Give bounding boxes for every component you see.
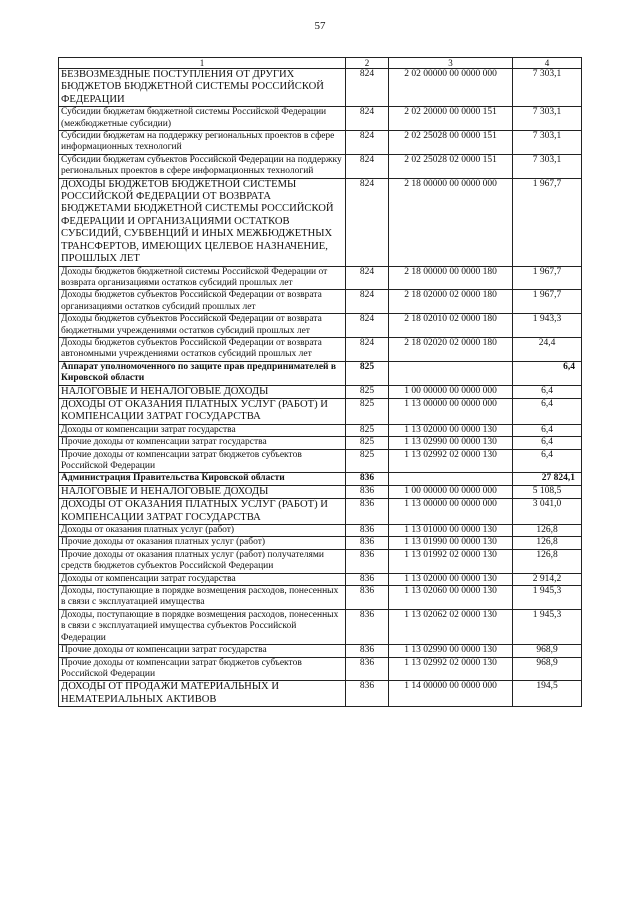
table-row (59, 437, 582, 449)
table-row (59, 681, 582, 707)
row-code-cell: 2 18 00000 00 0000 180 (389, 266, 513, 290)
table-row (59, 385, 582, 398)
row-sum-cell: 1 967,7 (513, 290, 582, 314)
row-sum-cell: 1 967,7 (513, 178, 582, 266)
table-row (59, 645, 582, 657)
row-admin-cell: 836 (346, 681, 389, 707)
row-code-cell: 1 13 00000 00 0000 000 (389, 499, 513, 525)
row-sum-cell: 6,4 (513, 361, 582, 385)
row-code-cell: 1 13 02000 00 0000 130 (389, 573, 513, 585)
row-sum-cell: 27 824,1 (513, 473, 582, 485)
row-admin-cell: 824 (346, 69, 389, 107)
row-admin-cell: 836 (346, 525, 389, 537)
row-sum-cell: 6,4 (513, 437, 582, 449)
table-row (59, 424, 582, 436)
row-name-cell: Прочие доходы от оказания платных услуг (работ) получателями средств бюджетов субъектов Российской Федерации (59, 549, 346, 573)
row-sum-cell: 24,4 (513, 337, 582, 361)
row-sum-cell: 1 945,3 (513, 609, 582, 644)
table-row (59, 485, 582, 498)
row-admin-cell: 836 (346, 499, 389, 525)
table-row (59, 398, 582, 424)
row-admin-cell: 824 (346, 107, 389, 131)
table-row (59, 449, 582, 473)
row-sum-cell: 968,9 (513, 657, 582, 681)
row-code-cell: 2 02 25028 00 0000 151 (389, 131, 513, 155)
table-row (59, 69, 582, 107)
row-sum-cell: 7 303,1 (513, 69, 582, 107)
row-admin-cell: 825 (346, 424, 389, 436)
row-code-cell: 1 14 00000 00 0000 000 (389, 681, 513, 707)
row-name-cell: Доходы, поступающие в порядке возмещения расходов, понесенных в связи с эксплуатацией имущества субъектов Российской Федерации (59, 609, 346, 644)
row-code-cell: 1 13 02992 02 0000 130 (389, 657, 513, 681)
table-row (59, 107, 582, 131)
row-admin-cell: 825 (346, 398, 389, 424)
row-name-cell: Прочие доходы от компенсации затрат бюджетов субъектов Российской Федерации (59, 657, 346, 681)
row-name-cell: Доходы от компенсации затрат государства (59, 573, 346, 585)
row-name-cell: ДОХОДЫ БЮДЖЕТОВ БЮДЖЕТНОЙ СИСТЕМЫ РОССИЙСКОЙ ФЕДЕРАЦИИ ОТ ВОЗВРАТА БЮДЖЕТАМИ БЮДЖЕТНОЙ СИСТЕМЫ РОССИЙСКОЙ ФЕДЕРАЦИИ И ОРГАНИЗАЦИЯМИ ОСТАТКОВ СУБСИДИЙ, СУБВЕНЦИЙ И ИНЫХ МЕЖБЮДЖЕТНЫХ ТРАНСФЕРТОВ, ИМЕЮЩИХ ЦЕЛЕВОЕ НАЗНАЧЕНИЕ, ПРОШЛЫХ ЛЕТ (59, 178, 346, 266)
table-row (59, 178, 582, 266)
row-code-cell (389, 361, 513, 385)
column-header-name: 1 (59, 58, 346, 69)
row-name-cell: Доходы от оказания платных услуг (работ) (59, 525, 346, 537)
row-admin-cell: 836 (346, 586, 389, 610)
row-admin-cell: 836 (346, 645, 389, 657)
row-admin-cell: 824 (346, 337, 389, 361)
row-name-cell: БЕЗВОЗМЕЗДНЫЕ ПОСТУПЛЕНИЯ ОТ ДРУГИХ БЮДЖЕТОВ БЮДЖЕТНОЙ СИСТЕМЫ РОССИЙСКОЙ ФЕДЕРАЦИИ (59, 69, 346, 107)
row-name-cell: Прочие доходы от оказания платных услуг (работ) (59, 537, 346, 549)
revenue-table (58, 57, 582, 707)
row-name-cell: ДОХОДЫ ОТ ОКАЗАНИЯ ПЛАТНЫХ УСЛУГ (РАБОТ) И КОМПЕНСАЦИИ ЗАТРАТ ГОСУДАРСТВА (59, 499, 346, 525)
row-admin-cell: 825 (346, 449, 389, 473)
row-code-cell: 2 18 02010 02 0000 180 (389, 314, 513, 338)
row-sum-cell: 1 967,7 (513, 266, 582, 290)
row-admin-cell: 824 (346, 178, 389, 266)
table-row (59, 290, 582, 314)
table-row (59, 499, 582, 525)
row-code-cell: 1 13 02992 02 0000 130 (389, 449, 513, 473)
row-code-cell: 1 13 02060 00 0000 130 (389, 586, 513, 610)
row-sum-cell: 126,8 (513, 537, 582, 549)
row-code-cell: 2 02 20000 00 0000 151 (389, 107, 513, 131)
table-row (59, 131, 582, 155)
row-sum-cell: 6,4 (513, 424, 582, 436)
table-row (59, 657, 582, 681)
row-code-cell: 2 02 25028 02 0000 151 (389, 154, 513, 178)
row-sum-cell: 126,8 (513, 549, 582, 573)
row-name-cell: Субсидии бюджетам на поддержку региональных проектов в сфере информационных технологий (59, 131, 346, 155)
row-name-cell: Доходы от компенсации затрат государства (59, 424, 346, 436)
row-name-cell: Аппарат уполномоченного по защите прав предпринимателей в Кировской области (59, 361, 346, 385)
table-row (59, 537, 582, 549)
table-row (59, 314, 582, 338)
table-row (59, 549, 582, 573)
table-row (59, 361, 582, 385)
row-sum-cell: 7 303,1 (513, 131, 582, 155)
row-sum-cell: 6,4 (513, 385, 582, 398)
row-admin-cell: 836 (346, 573, 389, 585)
row-code-cell: 1 13 01000 00 0000 130 (389, 525, 513, 537)
row-admin-cell: 836 (346, 485, 389, 498)
row-code-cell (389, 473, 513, 485)
row-name-cell: НАЛОГОВЫЕ И НЕНАЛОГОВЫЕ ДОХОДЫ (59, 385, 346, 398)
row-name-cell: Доходы бюджетов субъектов Российской Федерации от возврата организациями остатков субсидий прошлых лет (59, 290, 346, 314)
table-body (59, 69, 582, 707)
table-row (59, 266, 582, 290)
column-header-admin: 2 (346, 58, 389, 69)
row-sum-cell: 1 943,3 (513, 314, 582, 338)
row-sum-cell: 126,8 (513, 525, 582, 537)
row-code-cell: 2 18 02000 02 0000 180 (389, 290, 513, 314)
row-sum-cell: 7 303,1 (513, 154, 582, 178)
row-name-cell: ДОХОДЫ ОТ ПРОДАЖИ МАТЕРИАЛЬНЫХ И НЕМАТЕРИАЛЬНЫХ АКТИВОВ (59, 681, 346, 707)
row-admin-cell: 836 (346, 549, 389, 573)
row-admin-cell: 836 (346, 609, 389, 644)
row-code-cell: 2 18 00000 00 0000 000 (389, 178, 513, 266)
row-name-cell: Прочие доходы от компенсации затрат государства (59, 645, 346, 657)
row-admin-cell: 824 (346, 314, 389, 338)
row-name-cell: Доходы бюджетов субъектов Российской Федерации от возврата автономными учреждениями остатков субсидий прошлых лет (59, 337, 346, 361)
row-code-cell: 1 13 02000 00 0000 130 (389, 424, 513, 436)
row-name-cell: Прочие доходы от компенсации затрат бюджетов субъектов Российской Федерации (59, 449, 346, 473)
row-name-cell: НАЛОГОВЫЕ И НЕНАЛОГОВЫЕ ДОХОДЫ (59, 485, 346, 498)
row-code-cell: 1 00 00000 00 0000 000 (389, 485, 513, 498)
table-row (59, 337, 582, 361)
row-sum-cell: 968,9 (513, 645, 582, 657)
column-header-code: 3 (389, 58, 513, 69)
row-code-cell: 1 13 02990 00 0000 130 (389, 645, 513, 657)
table-row (59, 525, 582, 537)
row-admin-cell: 825 (346, 437, 389, 449)
row-sum-cell: 6,4 (513, 449, 582, 473)
row-name-cell: Администрация Правительства Кировской области (59, 473, 346, 485)
page-number: 57 (314, 20, 326, 32)
row-code-cell: 1 13 00000 00 0000 000 (389, 398, 513, 424)
row-name-cell: ДОХОДЫ ОТ ОКАЗАНИЯ ПЛАТНЫХ УСЛУГ (РАБОТ) И КОМПЕНСАЦИИ ЗАТРАТ ГОСУДАРСТВА (59, 398, 346, 424)
row-code-cell: 2 02 00000 00 0000 000 (389, 69, 513, 107)
row-code-cell: 1 13 01992 02 0000 130 (389, 549, 513, 573)
row-admin-cell: 836 (346, 537, 389, 549)
table-row (59, 609, 582, 644)
row-name-cell: Доходы бюджетов бюджетной системы Российской Федерации от возврата организациями остатков субсидий прошлых лет (59, 266, 346, 290)
row-admin-cell: 825 (346, 361, 389, 385)
row-sum-cell: 5 108,5 (513, 485, 582, 498)
row-sum-cell: 2 914,2 (513, 573, 582, 585)
row-code-cell: 1 13 02990 00 0000 130 (389, 437, 513, 449)
row-admin-cell: 825 (346, 385, 389, 398)
column-header-sum: 4 (513, 58, 582, 69)
table-header-row (59, 58, 582, 69)
row-code-cell: 1 00 00000 00 0000 000 (389, 385, 513, 398)
row-name-cell: Субсидии бюджетам субъектов Российской Федерации на поддержку региональных проектов в сфере информационных технологий (59, 154, 346, 178)
row-name-cell: Субсидии бюджетам бюджетной системы Российской Федерации (межбюджетные субсидии) (59, 107, 346, 131)
row-name-cell: Прочие доходы от компенсации затрат государства (59, 437, 346, 449)
table-row (59, 473, 582, 485)
row-sum-cell: 7 303,1 (513, 107, 582, 131)
row-admin-cell: 824 (346, 266, 389, 290)
row-sum-cell: 1 945,3 (513, 586, 582, 610)
row-admin-cell: 824 (346, 131, 389, 155)
row-code-cell: 2 18 02020 02 0000 180 (389, 337, 513, 361)
row-sum-cell: 194,5 (513, 681, 582, 707)
row-name-cell: Доходы, поступающие в порядке возмещения расходов, понесенных в связи с эксплуатацией имущества (59, 586, 346, 610)
table-row (59, 586, 582, 610)
row-admin-cell: 836 (346, 473, 389, 485)
row-admin-cell: 824 (346, 154, 389, 178)
table-row (59, 573, 582, 585)
row-code-cell: 1 13 02062 02 0000 130 (389, 609, 513, 644)
table-row (59, 154, 582, 178)
row-name-cell: Доходы бюджетов субъектов Российской Федерации от возврата бюджетными учреждениями остатков субсидий прошлых лет (59, 314, 346, 338)
row-admin-cell: 824 (346, 290, 389, 314)
row-sum-cell: 3 041,0 (513, 499, 582, 525)
row-sum-cell: 6,4 (513, 398, 582, 424)
row-admin-cell: 836 (346, 657, 389, 681)
row-code-cell: 1 13 01990 00 0000 130 (389, 537, 513, 549)
